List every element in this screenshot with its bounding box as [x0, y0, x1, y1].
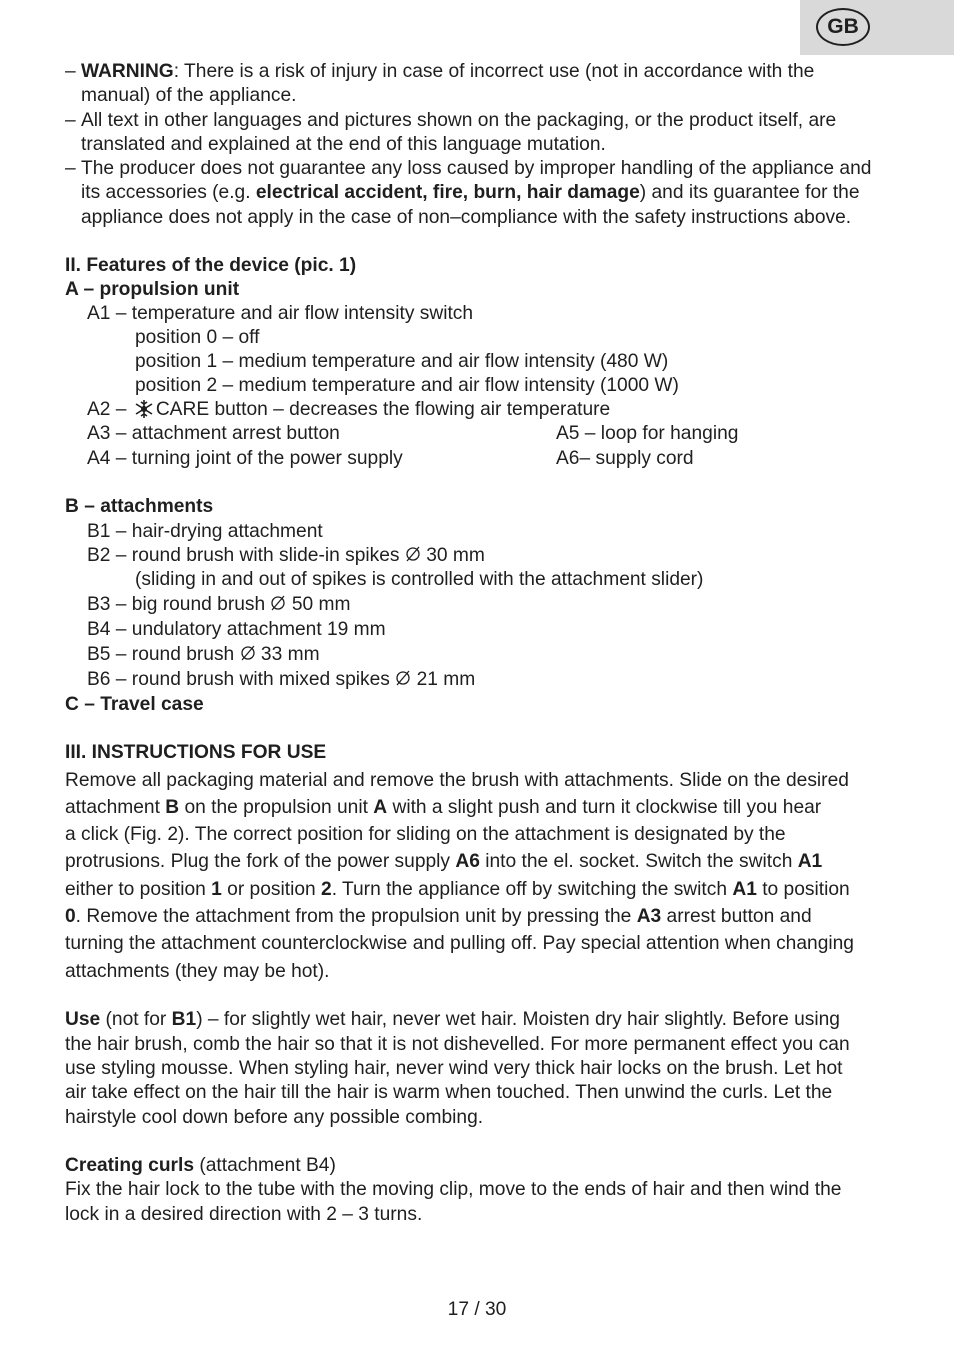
feature-item-a5: A5 – loop for hanging: [556, 423, 739, 444]
paragraph-line: [65, 769, 849, 793]
warning-line: All text in other languages and pictures shown on the packaging, or the product itself, are: [81, 110, 837, 131]
text-run: the hair brush, comb the hair so that it is not dishevelled. For more permanent effect you can: [65, 1034, 850, 1055]
text-run: . Turn the appliance off by switching the switch: [331, 879, 733, 900]
diameter-icon: [240, 644, 256, 660]
feature-item-b6: B6 – round brush with mixed spikes 21 mm: [87, 669, 476, 690]
bold-text: A: [373, 797, 388, 818]
feature-item-a3: A3 – attachment arrest button: [87, 423, 340, 444]
text-run: either to position: [65, 879, 212, 900]
feature-item-b1: B1 – hair-drying attachment: [87, 521, 323, 542]
warning-line: its accessories (e.g. electrical accident, fire, burn, hair damage) and its guarantee for the: [81, 182, 860, 203]
subheading-propulsion-unit: A – propulsion unit: [65, 279, 240, 300]
bold-text: Creating curls: [65, 1155, 195, 1176]
diameter-icon: [270, 594, 286, 610]
bold-text: 1: [211, 879, 222, 900]
paragraph-line: [65, 878, 850, 902]
bold-text: Use: [65, 1009, 101, 1030]
warning-dash-3: –: [65, 158, 76, 179]
paragraph-line: [65, 1154, 336, 1178]
feature-subitem: position 2 – medium temperature and air flow intensity (1000 W): [135, 375, 679, 396]
paragraph-line: [65, 823, 786, 847]
warning-dash-1: –: [65, 61, 76, 82]
bold-text: B1: [171, 1009, 197, 1030]
paragraph-line: [65, 1081, 832, 1105]
paragraph-line: [65, 1106, 483, 1130]
language-badge: GB: [816, 8, 870, 46]
feature-item-a6: A6– supply cord: [556, 448, 694, 469]
feature-item-a2: A2 – CARE button – decreases the flowing air temperature: [87, 399, 611, 420]
text-run: . Remove the attachment from the propulsion unit by pressing the: [75, 906, 637, 927]
feature-item-b4: B4 – undulatory attachment 19 mm: [87, 619, 386, 640]
feature-subitem: position 1 – medium temperature and air flow intensity (480 W): [135, 351, 669, 372]
text-run: or position: [221, 879, 322, 900]
warning-line: appliance does not apply in the case of non–compliance with the safety instructions above.: [81, 207, 852, 228]
warning-line: The producer does not guarantee any loss caused by improper handling of the appliance and: [81, 158, 872, 179]
section-heading-instructions: III. INSTRUCTIONS FOR USE: [65, 742, 327, 763]
snowflake-icon: [132, 398, 156, 420]
text-run: a click (Fig. 2). The correct position for sliding on the attachment is designated by the: [65, 824, 786, 845]
diameter-icon: [405, 545, 421, 561]
paragraph-line: [65, 932, 854, 956]
text-run: (not for: [100, 1009, 172, 1030]
text-run: use styling mousse. When styling hair, never wind very thick hair locks on the brush. Let hot: [65, 1058, 843, 1079]
paragraph-line: [65, 905, 812, 929]
warning-line: [81, 84, 296, 108]
text-run: Remove all packaging material and remove the brush with attachments. Slide on the desired: [65, 770, 849, 791]
text-run: ) – for slightly wet hair, never wet hair. Moisten dry hair slightly. Before using: [196, 1009, 840, 1030]
text-run: attachments (they may be hot).: [65, 961, 330, 982]
bold-text: A6: [455, 851, 480, 872]
bold-text: 0: [65, 906, 76, 927]
bold-text: WARNING: [81, 61, 174, 82]
paragraph-line: [65, 1178, 841, 1202]
text-run: arrest button and: [661, 906, 812, 927]
warning-line: [81, 60, 814, 84]
paragraph-line: [65, 1057, 842, 1081]
bold-text: A1: [797, 851, 823, 872]
text-run: air take effect on the hair till the hair is warm when touched. Then unwind the curls. Let the: [65, 1082, 833, 1103]
paragraph-line: [65, 850, 822, 874]
text-run: turning the attachment counterclockwise and pulling off. Pay special attention when changing: [65, 933, 854, 954]
feature-item-b3: B3 – big round brush 50 mm: [87, 594, 351, 615]
bold-text: 2: [321, 879, 332, 900]
feature-item-b2: B2 – round brush with slide-in spikes 30 mm: [87, 545, 485, 566]
text-run: on the propulsion unit: [179, 797, 374, 818]
paragraph-line: [65, 796, 821, 820]
warning-dash-2: –: [65, 110, 76, 131]
feature-item-b5: B5 – round brush 33 mm: [87, 644, 320, 665]
text-run: lock in a desired direction with 2 – 3 turns.: [65, 1204, 423, 1225]
feature-item-a4: A4 – turning joint of the power supply: [87, 448, 403, 469]
subheading-attachments: B – attachments: [65, 496, 214, 517]
paragraph-line: [65, 1033, 850, 1057]
bold-text: B: [165, 797, 180, 818]
paragraph-line: [65, 960, 329, 984]
text-run: protrusions. Plug the fork of the power supply: [65, 851, 456, 872]
bold-text: A1: [732, 879, 757, 900]
text-run: with a slight push and turn it clockwise till you hear: [387, 797, 822, 818]
text-run: to position: [756, 879, 850, 900]
feature-note: (sliding in and out of spikes is controlled with the attachment slider): [135, 569, 704, 590]
paragraph-line: [65, 1008, 840, 1032]
text-run: Fix the hair lock to the tube with the moving clip, move to the ends of hair and then wind the: [65, 1179, 842, 1200]
bold-text: A3: [636, 906, 662, 927]
warning-line: translated and explained at the end of this language mutation.: [81, 134, 606, 155]
subheading-travel-case: C – Travel case: [65, 694, 204, 715]
paragraph-line: [65, 1203, 422, 1227]
text-run: (attachment B4): [194, 1155, 336, 1176]
text-run: into the el. socket. Switch the switch: [479, 851, 798, 872]
section-heading-features: II. Features of the device (pic. 1): [65, 255, 357, 276]
text-run: attachment: [65, 797, 166, 818]
text-run: manual) of the appliance.: [81, 85, 297, 106]
text-run: hairstyle cool down before any possible combing.: [65, 1107, 484, 1128]
feature-subitem: position 0 – off: [135, 327, 260, 348]
text-run: : There is a risk of injury in case of incorrect use (not in accordance with the: [173, 61, 815, 82]
feature-item-a1: A1 – temperature and air flow intensity switch: [87, 303, 474, 324]
page-number: 17 / 30: [447, 1299, 507, 1320]
diameter-icon: [395, 669, 411, 685]
